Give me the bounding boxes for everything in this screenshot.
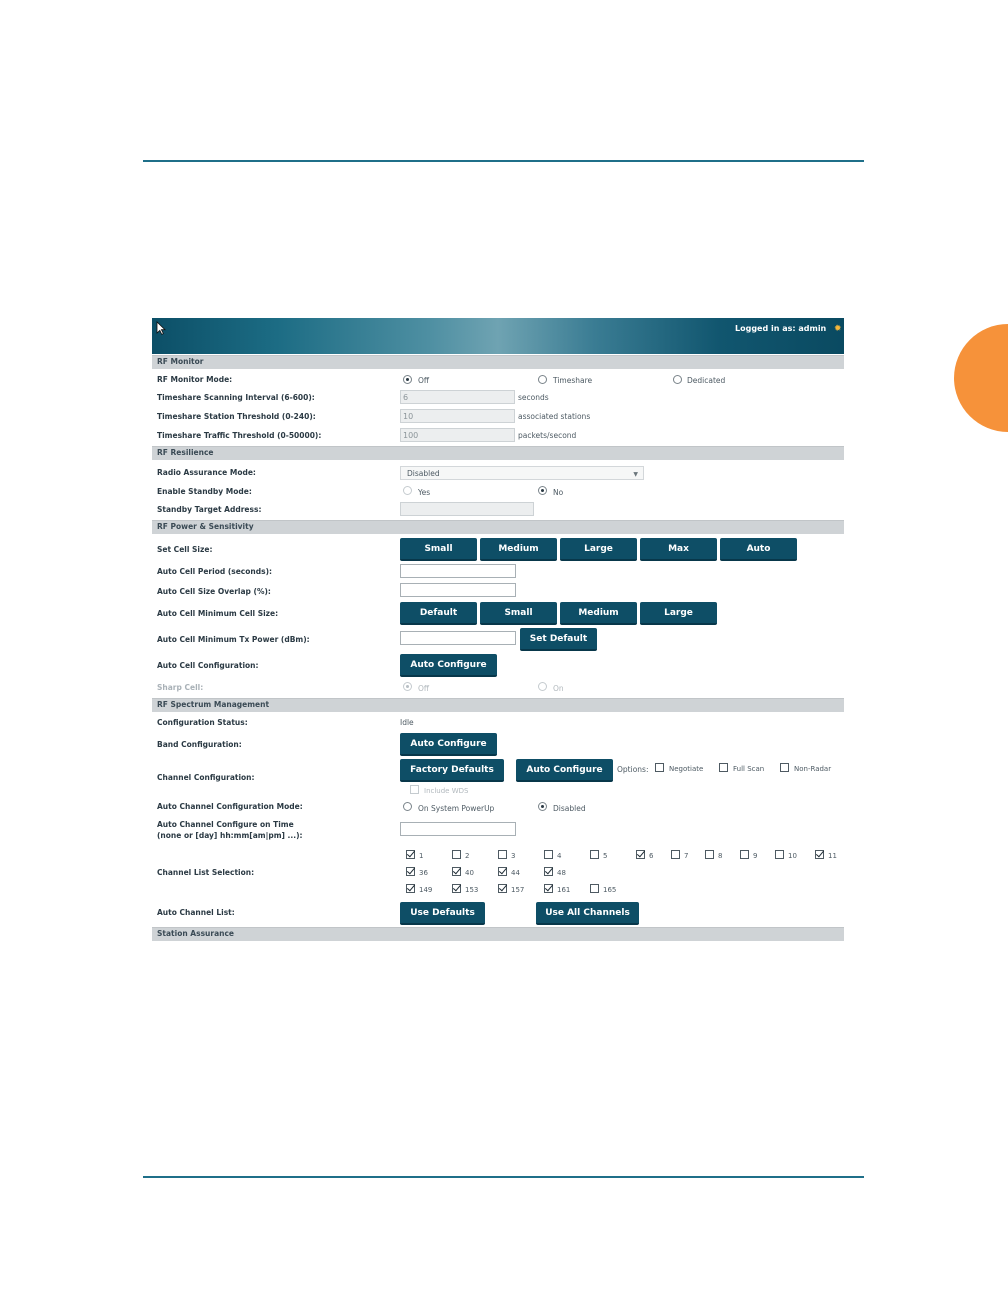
traffic-threshold-label: Timeshare Traffic Threshold (0-50000): [157, 431, 322, 440]
auto-channel-disabled-radio[interactable] [538, 802, 547, 811]
channel-7-label: 7 [684, 852, 689, 860]
band-config-label: Band Configuration: [157, 740, 242, 749]
min-size-small-button[interactable]: Small [480, 602, 557, 625]
auto-min-tx-input[interactable] [400, 631, 516, 645]
full-scan-checkbox[interactable] [719, 763, 728, 772]
channel-6-checkbox[interactable] [636, 850, 645, 859]
radio-assurance-select[interactable] [400, 466, 644, 480]
auto-channel-time-input[interactable] [400, 822, 516, 836]
include-wds-checkbox[interactable] [410, 785, 419, 794]
channel-2-label: 2 [465, 852, 470, 860]
scan-interval-label: Timeshare Scanning Interval (6-600): [157, 393, 315, 402]
on-system-powerup-label: On System PowerUp [418, 804, 495, 813]
channel-165-checkbox[interactable] [590, 884, 599, 893]
auto-cell-overlap-label: Auto Cell Size Overlap (%): [157, 587, 271, 596]
channel-149-label: 149 [419, 886, 433, 894]
rf-monitor-off-radio[interactable] [403, 375, 412, 384]
auto-channel-list-label: Auto Channel List: [157, 908, 235, 917]
channel-48-checkbox[interactable] [544, 867, 553, 876]
cell-size-medium-button[interactable]: Medium [480, 538, 557, 561]
channel-10-label: 10 [788, 852, 797, 860]
traffic-threshold-unit: packets/second [518, 431, 577, 440]
auto-cell-period-input[interactable] [400, 564, 516, 578]
bottom-rule [143, 1176, 864, 1178]
channel-5-label: 5 [603, 852, 608, 860]
auto-cell-overlap-input[interactable] [400, 583, 516, 597]
sharp-cell-on-radio[interactable] [538, 682, 547, 691]
standby-target-label: Standby Target Address: [157, 505, 262, 514]
on-system-powerup-radio[interactable] [403, 802, 412, 811]
header-bar [152, 318, 844, 354]
auto-channel-mode-label: Auto Channel Configuration Mode: [157, 802, 303, 811]
full-scan-label: Full Scan [733, 765, 765, 773]
cell-size-auto-button[interactable]: Auto [720, 538, 797, 561]
channel-165-label: 165 [603, 886, 617, 894]
channel-149-checkbox[interactable] [406, 884, 415, 893]
channel-list-label: Channel List Selection: [157, 868, 255, 877]
top-rule [143, 160, 864, 162]
cell-size-large-button[interactable]: Large [560, 538, 637, 561]
channel-4-label: 4 [557, 852, 562, 860]
section-rf-power: RF Power & Sensitivity [152, 520, 844, 534]
channel-161-checkbox[interactable] [544, 884, 553, 893]
channel-3-label: 3 [511, 852, 516, 860]
chapter-tab [954, 324, 1008, 432]
scan-interval-unit: seconds [518, 393, 549, 402]
logged-in-text: Logged in as: admin [735, 324, 827, 333]
channel-8-checkbox[interactable] [705, 850, 714, 859]
auto-cell-config-label: Auto Cell Configuration: [157, 661, 259, 670]
config-status-label: Configuration Status: [157, 718, 248, 727]
channel-11-checkbox[interactable] [815, 850, 824, 859]
channel-5-checkbox[interactable] [590, 850, 599, 859]
channel-161-label: 161 [557, 886, 571, 894]
channel-10-checkbox[interactable] [775, 850, 784, 859]
channel-1-checkbox[interactable] [406, 850, 415, 859]
negotiate-label: Negotiate [669, 765, 704, 773]
rf-monitor-dedicated-radio[interactable] [673, 375, 682, 384]
auto-channel-time-format-label: (none or [day] hh:mm[am|pm] ...): [157, 831, 303, 840]
min-size-default-button[interactable]: Default [400, 602, 477, 625]
channel-6-label: 6 [649, 852, 654, 860]
standby-target-input[interactable] [400, 502, 534, 516]
channel-44-checkbox[interactable] [498, 867, 507, 876]
channel-8-label: 8 [718, 852, 723, 860]
section-rf-spectrum: RF Spectrum Management [152, 698, 844, 712]
factory-defaults-button[interactable]: Factory Defaults [400, 759, 504, 782]
channel-3-checkbox[interactable] [498, 850, 507, 859]
cell-size-small-button[interactable]: Small [400, 538, 477, 561]
channel-153-checkbox[interactable] [452, 884, 461, 893]
section-rf-monitor: RF Monitor [152, 355, 844, 369]
station-threshold-label: Timeshare Station Threshold (0-240): [157, 412, 316, 421]
channel-4-checkbox[interactable] [544, 850, 553, 859]
channel-9-checkbox[interactable] [740, 850, 749, 859]
auto-cell-configure-button[interactable]: Auto Configure [400, 654, 497, 677]
sharp-cell-label: Sharp Cell: [157, 683, 204, 692]
auto-min-cell-size-label: Auto Cell Minimum Cell Size: [157, 609, 279, 618]
channel-36-label: 36 [419, 869, 428, 877]
standby-no-label: No [553, 488, 564, 497]
standby-yes-label: Yes [418, 488, 431, 497]
channel-44-label: 44 [511, 869, 520, 877]
channel-157-checkbox[interactable] [498, 884, 507, 893]
gear-icon[interactable]: ✹ [834, 324, 842, 334]
use-defaults-button[interactable]: Use Defaults [400, 902, 485, 925]
rf-monitor-dedicated-label: Dedicated [687, 376, 726, 385]
traffic-threshold-input[interactable]: 100 [400, 428, 515, 442]
rf-monitor-timeshare-label: Timeshare [553, 376, 593, 385]
radio-assurance-label: Radio Assurance Mode: [157, 468, 256, 477]
auto-min-tx-label: Auto Cell Minimum Tx Power (dBm): [157, 635, 310, 644]
rf-settings-screen [152, 318, 844, 942]
min-size-medium-button[interactable]: Medium [560, 602, 637, 625]
section-rf-resilience: RF Resilience [152, 446, 844, 460]
channel-153-label: 153 [465, 886, 479, 894]
channel-2-checkbox[interactable] [452, 850, 461, 859]
set-default-button[interactable]: Set Default [520, 628, 597, 651]
chevron-down-icon: ▼ [633, 471, 638, 478]
standby-mode-label: Enable Standby Mode: [157, 487, 252, 496]
standby-yes-radio[interactable] [403, 486, 412, 495]
scan-interval-input[interactable]: 6 [400, 390, 515, 404]
include-wds-label: Include WDS [424, 787, 469, 795]
negotiate-checkbox[interactable] [655, 763, 664, 772]
auto-channel-disabled-label: Disabled [553, 804, 586, 813]
non-radar-label: Non-Radar [794, 765, 832, 773]
auto-cell-period-label: Auto Cell Period (seconds): [157, 567, 272, 576]
station-threshold-input[interactable]: 10 [400, 409, 515, 423]
options-label: Options: [617, 765, 649, 774]
auto-channel-time-label: Auto Channel Configure on Time [157, 820, 294, 829]
min-size-large-button[interactable]: Large [640, 602, 717, 625]
sharp-cell-off-radio[interactable] [403, 682, 412, 691]
channel-9-label: 9 [753, 852, 758, 860]
mouse-cursor-icon [156, 321, 166, 335]
band-auto-configure-button[interactable]: Auto Configure [400, 733, 497, 756]
channel-36-checkbox[interactable] [406, 867, 415, 876]
channel-40-label: 40 [465, 869, 474, 877]
station-threshold-unit: associated stations [518, 412, 591, 421]
cell-size-max-button[interactable]: Max [640, 538, 717, 561]
use-all-channels-button[interactable]: Use All Channels [536, 902, 639, 925]
standby-no-radio[interactable] [538, 486, 547, 495]
non-radar-checkbox[interactable] [780, 763, 789, 772]
cell-size-label: Set Cell Size: [157, 545, 213, 554]
channel-157-label: 157 [511, 886, 525, 894]
section-station-assurance: Station Assurance [152, 927, 844, 941]
channel-40-checkbox[interactable] [452, 867, 461, 876]
channel-7-checkbox[interactable] [671, 850, 680, 859]
config-status-value: Idle [400, 718, 414, 727]
channel-11-label: 11 [828, 852, 837, 860]
rf-monitor-off-label: Off [418, 376, 430, 385]
rf-monitor-timeshare-radio[interactable] [538, 375, 547, 384]
channel-1-label: 1 [419, 852, 424, 860]
channel-48-label: 48 [557, 869, 566, 877]
sharp-cell-on-label: On [553, 684, 564, 693]
channel-auto-configure-button[interactable]: Auto Configure [516, 759, 613, 782]
channel-config-label: Channel Configuration: [157, 773, 255, 782]
radio-assurance-value: Disabled [407, 469, 440, 478]
rf-monitor-mode-label: RF Monitor Mode: [157, 375, 233, 384]
sharp-cell-off-label: Off [418, 684, 430, 693]
